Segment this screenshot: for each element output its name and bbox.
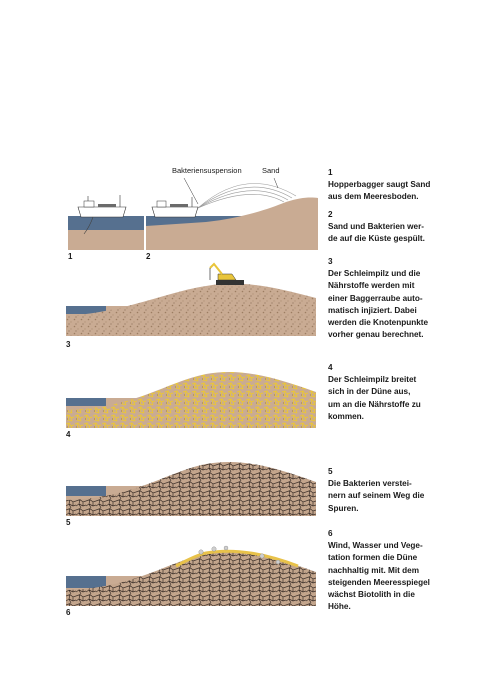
panel-label-2: 2 xyxy=(146,252,151,261)
panel-label-4: 4 xyxy=(66,430,71,439)
seabed xyxy=(68,230,144,250)
step-text: Die Bakterien verstei- nern auf seinem Weg die Spuren. xyxy=(328,479,425,513)
panel-label-3: 3 xyxy=(66,340,71,349)
panel-2-spraying xyxy=(146,170,318,250)
panel-1-dredger xyxy=(68,190,144,250)
step-number: 2 xyxy=(328,210,333,219)
callout-sand: Sand xyxy=(262,166,280,175)
step-2 xyxy=(328,209,478,246)
panel-label-1: 1 xyxy=(68,252,73,261)
ship-icon xyxy=(78,195,126,217)
panel-label-5: 5 xyxy=(66,518,71,527)
step-number: 6 xyxy=(328,529,333,538)
panel-6-vegetation xyxy=(66,540,316,606)
step-number: 5 xyxy=(328,467,333,476)
step-6 xyxy=(328,528,478,613)
ship-icon xyxy=(152,197,198,217)
callout-bakteriensuspension: Bakteriensuspension xyxy=(172,166,242,175)
step-5 xyxy=(328,466,478,515)
step-text: Sand und Bakterien wer- de auf die Küste gespült. xyxy=(328,222,425,244)
panel-label-6: 6 xyxy=(66,608,71,617)
step-text: Der Schleimpilz und die Nährstoffe werden mit einer Baggerraube auto- matisch injiziert. Dabei werden die Knotenpunkte vorher genau berechnet. xyxy=(328,269,429,340)
step-number: 4 xyxy=(328,363,333,372)
step-number: 3 xyxy=(328,257,333,266)
water xyxy=(68,216,144,230)
panel-5-petrification xyxy=(66,454,316,516)
step-3 xyxy=(328,256,478,341)
suspension-leader xyxy=(184,178,198,204)
step-4 xyxy=(328,362,478,423)
panel-3-injection xyxy=(66,262,316,336)
step-number: 1 xyxy=(328,168,333,177)
step-1 xyxy=(328,167,478,204)
excavator-icon xyxy=(210,264,244,285)
step-text: Der Schleimpilz breitet sich in der Düne aus, um an die Nährstoffe zu kommen. xyxy=(328,375,421,421)
step-text: Hopperbagger saugt Sand aus dem Meeresboden. xyxy=(328,180,431,202)
panel-4-fungus-spreading xyxy=(66,366,316,428)
step-text: Wind, Wasser und Vege- tation formen die Düne nachhaltig mit. Mit dem steigenden Meeresspiegel wächst Biotolith in die Höhe. xyxy=(328,541,430,612)
